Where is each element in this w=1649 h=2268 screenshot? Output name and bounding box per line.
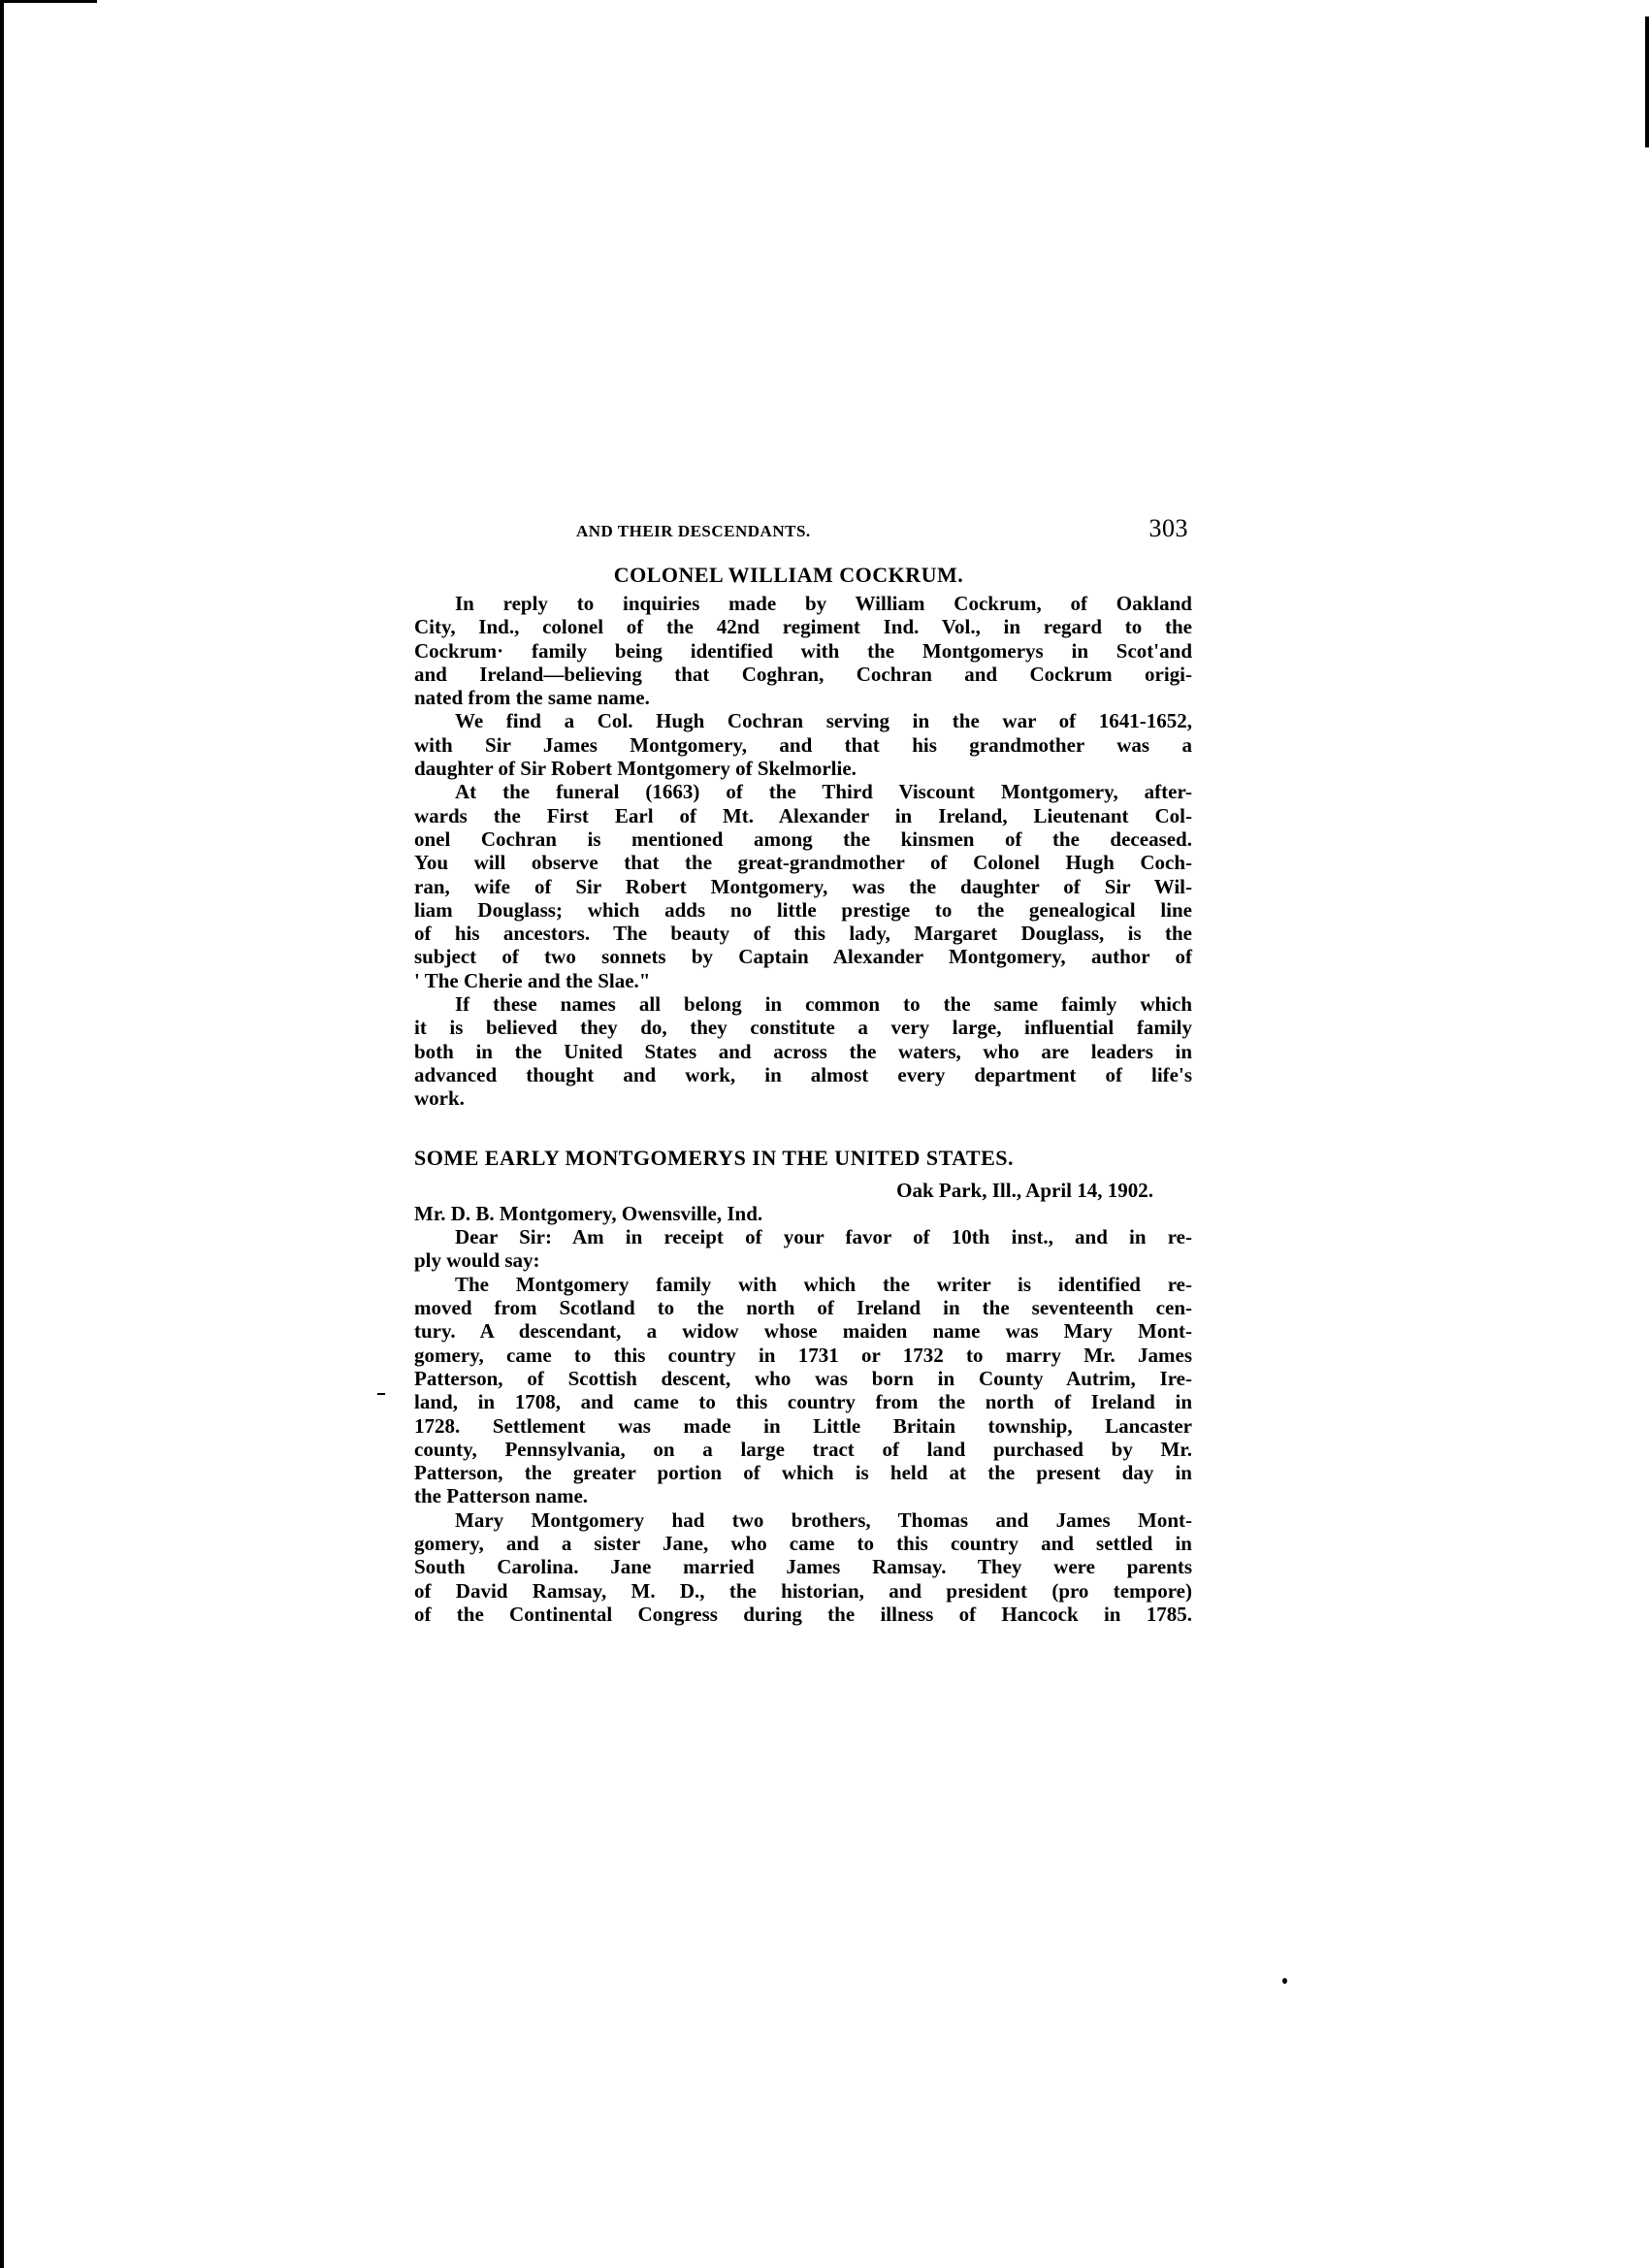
- text-line: it is believed they do, they constitute a very large, influential family: [414, 1016, 1192, 1040]
- text-line: county, Pennsylvania, on a large tract of land purchased by Mr.: [414, 1437, 1192, 1461]
- text-line: onel Cochran is mentioned among the kinsmen of the deceased.: [414, 826, 1192, 851]
- page-number: 303: [1148, 514, 1188, 542]
- text-line: advanced thought and work, in almost every department of life's: [414, 1062, 1192, 1086]
- text-line: If these names all belong in common to the same faimly which: [455, 992, 1192, 1017]
- text-line: of his ancestors. The beauty of this lady, Margaret Douglass, is the: [414, 922, 1192, 946]
- text-line: South Carolina. Jane married James Ramsay. They were parents: [414, 1555, 1192, 1579]
- text-line: In reply to inquiries made by William Cockrum, of Oakland: [455, 592, 1192, 615]
- text-line: both in the United States and across the waters, who are leaders in: [414, 1039, 1192, 1063]
- scan-speck: [377, 1393, 385, 1395]
- text-line: the Patterson name.: [414, 1484, 589, 1508]
- text-line: gomery, and a sister Jane, who came to this country and settled in: [414, 1531, 1192, 1555]
- text-line: You will observe that the great-grandmother of Colonel Hugh Coch-: [414, 851, 1192, 875]
- text-line: tury. A descendant, a widow whose maiden name was Mary Mont-: [414, 1319, 1192, 1344]
- running-head-title: AND THEIR DESCENDANTS.: [576, 522, 811, 540]
- section-heading-colonel-william-cockrum: COLONEL WILLIAM COCKRUM.: [613, 563, 964, 587]
- text-line: nated from the same name.: [414, 686, 650, 710]
- text-line: Patterson, the greater portion of which is held at the present day in: [414, 1461, 1192, 1485]
- text-line: Dear Sir: Am in receipt of your favor of 10th inst., and in re-: [455, 1225, 1192, 1249]
- paragraph: [414, 709, 1192, 780]
- text-line: At the funeral (1663) of the Third Viscount Montgomery, after-: [455, 780, 1192, 804]
- text-line: moved from Scotland to the north of Ireland in the seventeenth cen-: [414, 1296, 1192, 1320]
- text-line: The Montgomery family with which the writer is identified re-: [455, 1272, 1192, 1296]
- letter-dateline: Oak Park, Ill., April 14, 1902.: [896, 1178, 1153, 1202]
- text-line: of the Continental Congress during the illness of Hancock in 1785.: [414, 1602, 1192, 1626]
- text-line: ' The Cherie and the Slae.": [414, 968, 651, 992]
- text-line: and Ireland—believing that Coghran, Cochran and Cockrum origi-: [414, 662, 1192, 686]
- paragraph: [414, 1508, 1192, 1626]
- text-line: Patterson, of Scottish descent, who was born in County Autrim, Ire-: [414, 1366, 1192, 1390]
- running-head: [414, 514, 1192, 551]
- text-line: ply would say:: [414, 1248, 540, 1273]
- text-line: liam Douglass; which adds no little prestige to the genealogical line: [414, 897, 1192, 922]
- paragraph: [414, 780, 1192, 992]
- section-heading-early-montgomerys: SOME EARLY MONTGOMERYS IN THE UNITED STATES.: [414, 1145, 1014, 1170]
- text-line: with Sir James Montgomery, and that his grandmother was a: [414, 732, 1192, 757]
- paragraph: [414, 992, 1192, 1110]
- scan-speck: [1282, 1978, 1287, 1984]
- scan-edge-right: [1645, 16, 1649, 147]
- text-line: land, in 1708, and came to this country from the north of Ireland in: [414, 1390, 1192, 1414]
- text-line: work.: [414, 1086, 465, 1111]
- text-line: Mary Montgomery had two brothers, Thomas and James Mont-: [455, 1507, 1192, 1532]
- paragraph: [414, 1225, 1192, 1273]
- scan-edge-top: [0, 0, 97, 3]
- scan-edge-left: [0, 0, 4, 2268]
- letter-addressee: Mr. D. B. Montgomery, Owensville, Ind.: [414, 1201, 763, 1225]
- text-line: City, Ind., colonel of the 42nd regiment Ind. Vol., in regard to the: [414, 615, 1192, 639]
- text-line: of David Ramsay, M. D., the historian, and president (pro tempore): [414, 1578, 1192, 1603]
- text-line: wards the First Earl of Mt. Alexander in Ireland, Lieutenant Col-: [414, 803, 1192, 827]
- paragraph: [414, 592, 1192, 709]
- text-line: Cockrum· family being identified with the Montgomerys in Scot'and: [414, 638, 1192, 663]
- text-line: subject of two sonnets by Captain Alexander Montgomery, author of: [414, 945, 1192, 969]
- paragraph: [414, 1273, 1192, 1508]
- text-line: We find a Col. Hugh Cochran serving in the war of 1641-1652,: [455, 709, 1192, 733]
- text-line: gomery, came to this country in 1731 or 1732 to marry Mr. James: [414, 1343, 1192, 1367]
- text-line: ran, wife of Sir Robert Montgomery, was the daughter of Sir Wil-: [414, 874, 1192, 898]
- text-line: daughter of Sir Robert Montgomery of Skelmorlie.: [414, 757, 857, 781]
- book-page: [414, 514, 1192, 1626]
- text-line: 1728. Settlement was made in Little Britain township, Lancaster: [414, 1413, 1192, 1438]
